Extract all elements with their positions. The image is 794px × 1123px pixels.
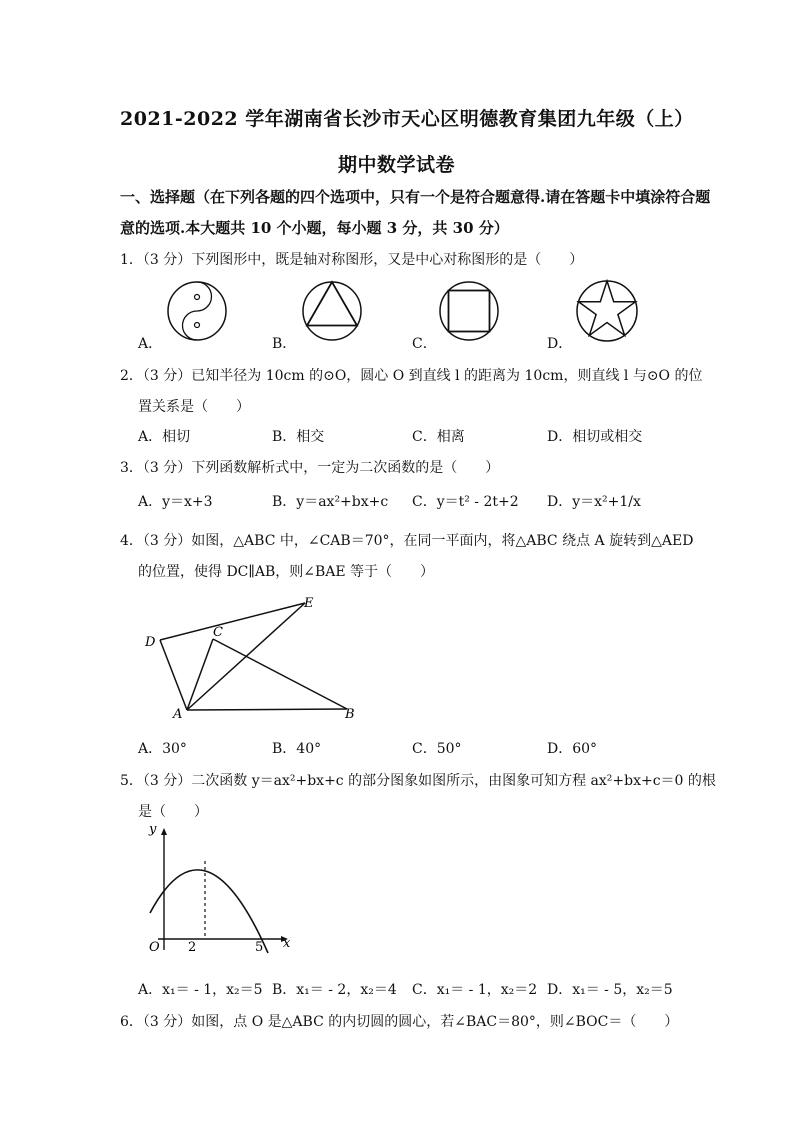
graph-tick-5: 5 (255, 940, 264, 955)
q5-option-d[interactable]: D．x₁＝ - 5，x₂＝5 (547, 982, 673, 998)
point-label-a: A (173, 707, 183, 722)
question-4-stem-line1: 4．（3 分）如图，△ABC 中，∠CAB＝70°，在同一平面内，将△ABC 绕点 A 旋转到△AED (120, 533, 694, 549)
question-1-figures (160, 278, 650, 352)
q1-option-d[interactable]: D． (547, 336, 573, 352)
question-5-graph (140, 820, 300, 955)
point-label-e: E (304, 596, 314, 611)
page-subtitle: 期中数学试卷 (338, 154, 456, 176)
q1-option-b[interactable]: B． (272, 336, 297, 352)
question-5-stem-line1: 5．（3 分）二次函数 y＝ax²+bx+c 的部分图象如图所示，由图象可知方程 ax²+bx+c＝0 的根 (120, 773, 716, 789)
q2-option-d[interactable]: D．相切或相交 (547, 429, 643, 445)
triangle-in-circle-figure (303, 282, 361, 340)
point-label-c: C (213, 625, 223, 640)
q1-option-c[interactable]: C． (412, 336, 437, 352)
graph-origin-label: O (149, 940, 160, 955)
graph-tick-2: 2 (188, 940, 197, 955)
section-heading-line1: 一、选择题（在下列各题的四个选项中，只有一个是符合题意得.请在答题卡中填涂符合题 (120, 188, 711, 206)
q2-option-c[interactable]: C．相离 (412, 429, 465, 445)
taiji-figure (168, 282, 226, 340)
square-in-circle-figure (440, 282, 498, 340)
point-label-b: B (345, 707, 355, 722)
star-in-circle-figure (577, 281, 637, 341)
question-5-stem-line2: 是（ ） (138, 804, 208, 820)
q4-option-a[interactable]: A．30° (138, 741, 187, 757)
q3-option-d[interactable]: D．y＝x²+1/x (547, 494, 641, 510)
graph-x-label: x (283, 936, 291, 951)
q1-option-a[interactable]: A． (138, 336, 163, 352)
question-6-stem: 6．（3 分）如图，点 O 是△ABC 的内切圆的圆心，若∠BAC＝80°，则∠BOC＝（ ） (120, 1014, 679, 1030)
q2-option-a[interactable]: A．相切 (138, 429, 191, 445)
question-2-stem-line2: 置关系是（ ） (138, 399, 250, 415)
q5-option-b[interactable]: B．x₁＝ - 2，x₂＝4 (272, 982, 397, 998)
question-1-stem: 1．（3 分）下列图形中，既是轴对称图形，又是中心对称图形的是（ ） (120, 252, 584, 268)
q2-option-b[interactable]: B．相交 (272, 429, 325, 445)
q5-option-c[interactable]: C．x₁＝ - 1，x₂＝2 (412, 982, 538, 998)
question-4-figure (140, 592, 370, 724)
page-title: 2021-2022 学年湖南省长沙市天心区明德教育集团九年级（上） (120, 108, 694, 130)
section-heading-line2: 意的选项.本大题共 10 个小题，每小题 3 分，共 30 分） (120, 219, 509, 237)
q4-option-b[interactable]: B．40° (272, 741, 322, 757)
graph-y-label: y (149, 822, 157, 837)
q3-option-c[interactable]: C．y＝t² - 2t+2 (412, 494, 519, 510)
question-4-stem-line2: 的位置，使得 DC∥AB，则∠BAE 等于（ ） (138, 564, 435, 580)
q4-option-d[interactable]: D．60° (547, 741, 598, 757)
question-2-stem-line1: 2．（3 分）已知半径为 10cm 的⊙O，圆心 O 到直线 l 的距离为 10cm，则直线 l 与⊙O 的位 (120, 368, 703, 384)
q3-option-a[interactable]: A．y＝x+3 (138, 494, 213, 510)
q3-option-b[interactable]: B．y＝ax²+bx+c (272, 494, 389, 510)
point-label-d: D (145, 635, 156, 650)
q5-option-a[interactable]: A．x₁＝ - 1，x₂＝5 (138, 982, 263, 998)
question-3-stem: 3．（3 分）下列函数解析式中，一定为二次函数的是（ ） (120, 460, 500, 476)
q4-option-c[interactable]: C．50° (412, 741, 462, 757)
